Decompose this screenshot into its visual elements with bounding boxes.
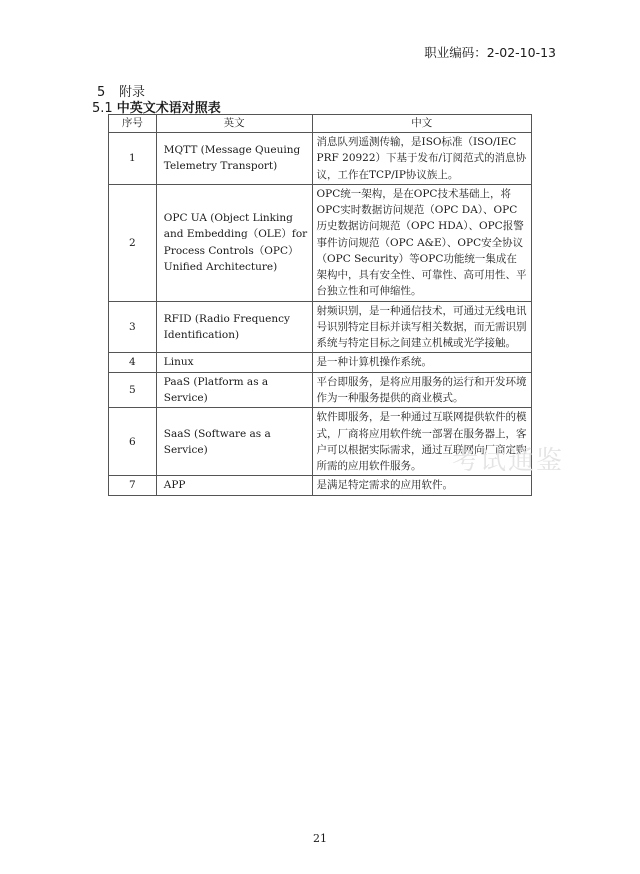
watermark: 考试通鉴 [452,446,565,476]
row-number: 1 [109,133,157,185]
table-row [109,353,532,372]
chinese-definition: 是一种计算机操作系统。 [312,353,531,372]
table-row [109,301,532,353]
occupation-code: 职业编码：2-02-10-13 [424,45,556,60]
table-row [109,476,532,495]
table-row [109,133,532,185]
chinese-definition: 消息队列遥测传输，是ISO标准（ISO/IEC PRF 20922）下基于发布/订阅范式的消息协议，工作在TCP/IP协议族上。 [312,133,531,185]
subsection-number: 5.1 [92,101,113,116]
chinese-definition: 软件即服务，是一种通过互联网提供软件的模式，厂商将应用软件统一部署在服务器上，客户可以根据实际需求，通过互联网向厂商定购所需的应用软件服务。 [312,408,531,476]
english-term: OPC UA (Object Linking and Embedding（OLE）for Process Controls（OPC）Unified Architecture) [156,184,312,301]
row-number: 4 [109,353,157,372]
section-title: 附录 [119,85,146,100]
chinese-definition: 射频识别，是一种通信技术，可通过无线电讯号识别特定目标并读写相关数据，而无需识别系统与特定目标之间建立机械或光学接触。 [312,301,531,353]
table-row [109,372,532,408]
subsection-title: 中英文术语对照表 [116,101,221,116]
table-header-row [109,115,532,133]
row-number: 6 [109,408,157,476]
page-number: 21 [313,832,327,845]
english-term: Linux [156,353,312,372]
row-number: 3 [109,301,157,353]
row-number: 7 [109,476,157,495]
row-number: 5 [109,372,157,408]
english-term: SaaS (Software as a Service) [156,408,312,476]
column-header-english: 英文 [156,115,312,133]
chinese-definition: 是满足特定需求的应用软件。 [312,476,531,495]
glossary-table [108,114,532,496]
english-term: RFID (Radio Frequency Identification) [156,301,312,353]
section-number: 5 [97,85,106,100]
table-row [109,184,532,301]
english-term: APP [156,476,312,495]
column-header-no: 序号 [109,115,157,133]
row-number: 2 [109,184,157,301]
english-term: MQTT (Message Queuing Telemetry Transport) [156,133,312,185]
column-header-chinese: 中文 [312,115,531,133]
english-term: PaaS (Platform as a Service) [156,372,312,408]
chinese-definition: 平台即服务，是将应用服务的运行和开发环境作为一种服务提供的商业模式。 [312,372,531,408]
chinese-definition: OPC统一架构，是在OPC技术基础上，将OPC实时数据访问规范（OPC DA）、OPC历史数据访问规范（OPC HDA）、OPC报警事件访问规范（OPC A&E）、OPC安全协议（OPC Security）等OPC功能统一集成在架构中，具有安全性、可靠性、高可用性、平台独立性和可伸缩性。 [312,184,531,301]
